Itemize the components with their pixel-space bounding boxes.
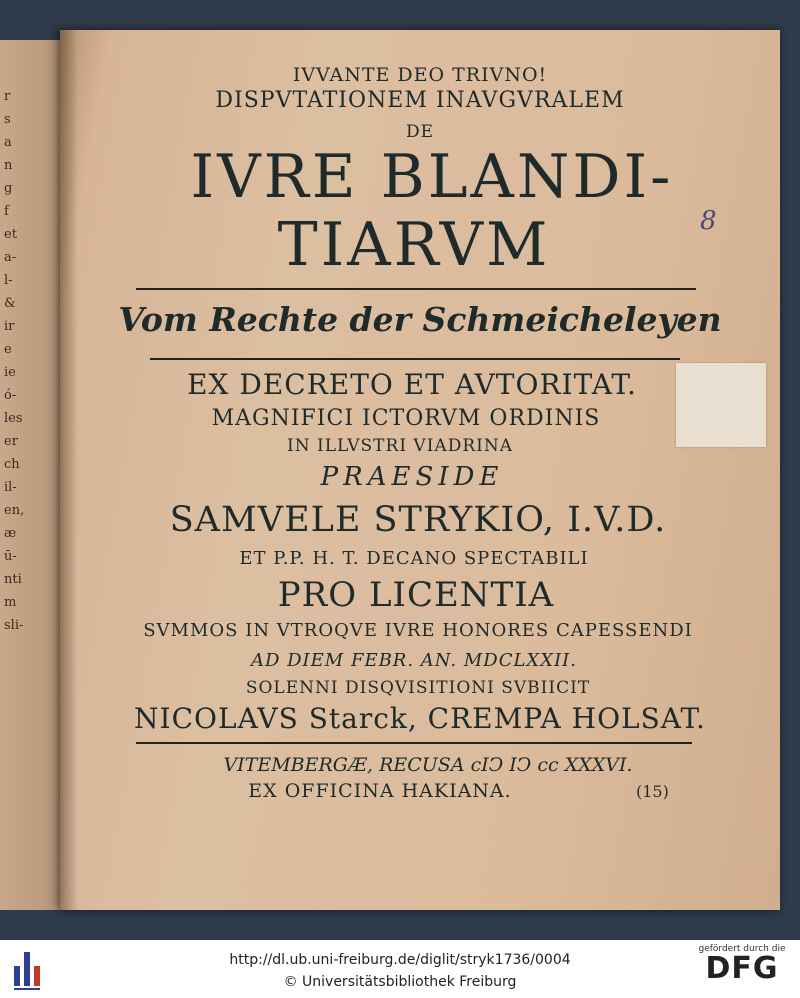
left-page-fragment: s [4, 112, 11, 127]
viadrina-line: IN ILLVSTRI VIADRINA [286, 436, 514, 456]
copyright-line: © Universitätsbibliothek Freiburg [283, 974, 517, 990]
german-title: Vom Rechte der Schmeicheleyen [118, 300, 722, 339]
left-page-fragment: ie [4, 365, 16, 380]
imprint-line1: VITEMBERGÆ, RECUSA cIↃ IↃ cc XXXVI. [223, 754, 633, 776]
left-page-fragment: il- [4, 480, 17, 495]
page-signature: (15) [636, 782, 669, 801]
left-page-fragment: ir [4, 319, 15, 334]
left-page-fragment: n [4, 158, 13, 173]
left-page-fragment: & [4, 296, 16, 311]
left-page-fragment: a [4, 135, 12, 150]
praeses-name: SAMVELE STRYKIO, I.V.D. [169, 500, 667, 540]
ordinis-line: MAGNIFICI ICTORVM ORDINIS [211, 406, 601, 431]
left-page-fragment: ó- [4, 388, 17, 403]
honores-line: SVMMOS IN VTROQVE IVRE HONORES CAPESSENDI [143, 620, 693, 641]
footer-bar [0, 940, 800, 998]
left-page-fragment: a- [4, 250, 17, 265]
ad-diem-line: AD DIEM FEBR. AN. MDCLXXII. [250, 650, 578, 671]
de-line: DE [405, 122, 435, 142]
main-title-line2: TIARVM [277, 210, 551, 280]
imprint-line2: EX OFFICINA HAKIANA. [248, 780, 512, 802]
left-page-fragment: nti [4, 572, 22, 587]
left-page-fragment: m [4, 595, 17, 610]
pro-licentia-line: PRO LICENTIA [277, 575, 555, 615]
source-url[interactable]: http://dl.ub.uni-freiburg.de/diglit/stryk1736/0004 [229, 952, 571, 968]
title-page [60, 30, 780, 910]
left-page-fragment: l- [4, 273, 13, 288]
dfg-funding-label: gefördert durch die [698, 944, 786, 954]
dfg-logo-text: DFG [705, 951, 779, 986]
disputation-line: DISPVTATIONEM INAVGVRALEM [215, 88, 625, 113]
left-page-fragment: æ [4, 526, 17, 541]
decree-line: EX DECRETO ET AVTORITAT. [187, 368, 637, 401]
left-page-fragment: sli- [4, 618, 24, 633]
invocation-line: IVVANTE DEO TRIVNO! [292, 64, 548, 86]
left-page-fragment: les [4, 411, 23, 426]
author-line: NICOLAVS Starck, CREMPA HOLSAT. [134, 702, 706, 735]
margin-note: 8 [700, 206, 717, 236]
rule-bottom [136, 742, 692, 744]
left-page-fragment: r [4, 89, 11, 104]
left-page-fragment: e [4, 342, 12, 357]
left-page-fragment: et [4, 227, 17, 242]
left-page-fragment: ū- [4, 549, 17, 564]
decano-line: ET P.P. H. T. DECANO SPECTABILI [239, 548, 589, 569]
praeside-line: PRAESIDE [320, 462, 504, 492]
rule-top [136, 288, 696, 290]
solenni-line: SOLENNI DISQVISITIONI SVBIICIT [245, 678, 591, 698]
main-title-line1: IVRE BLANDI- [190, 142, 674, 212]
dfg-logo [692, 944, 792, 984]
left-page-fragment: f [4, 204, 9, 219]
left-page-fragment: er [4, 434, 18, 449]
left-page-fragment: g [4, 181, 13, 196]
left-page-fragment: ch [4, 457, 20, 472]
rule-middle [150, 358, 680, 360]
left-page-fragment: en, [4, 503, 25, 518]
